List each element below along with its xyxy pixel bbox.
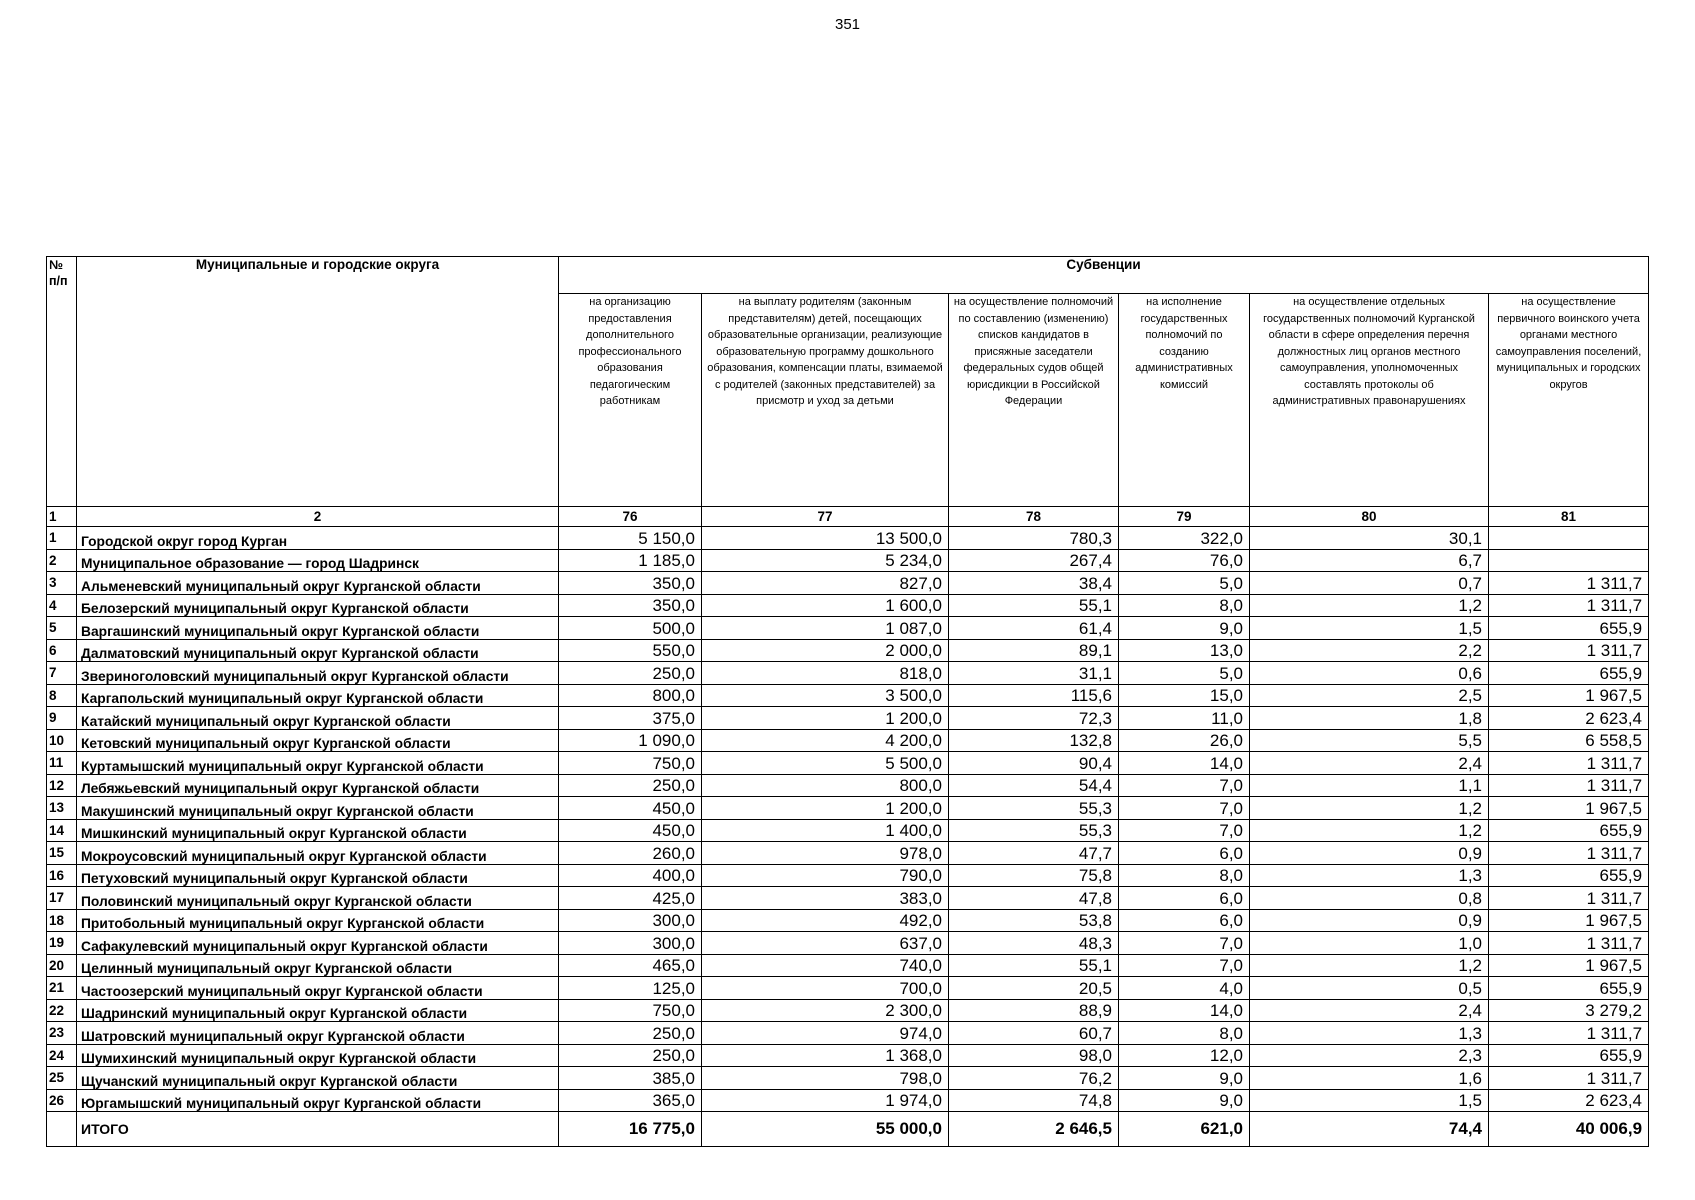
value-cell: 250,0: [559, 1022, 702, 1045]
table-row: [47, 662, 1649, 685]
value-cell: 465,0: [559, 954, 702, 977]
value-cell: 7,0: [1119, 954, 1250, 977]
table-row: [47, 999, 1649, 1022]
table-row: [47, 954, 1649, 977]
district-name: Мишкинский муниципальный округ Курганской области: [77, 819, 559, 842]
header-number: № п/п: [47, 257, 77, 507]
value-cell: 11,0: [1119, 707, 1250, 730]
value-cell: 0,7: [1250, 572, 1489, 595]
value-cell: 2,2: [1250, 639, 1489, 662]
value-cell: 1 311,7: [1489, 1022, 1649, 1045]
value-cell: 2 623,4: [1489, 707, 1649, 730]
table-row: [47, 1067, 1649, 1090]
table-row: [47, 1089, 1649, 1112]
total-value: 16 775,0: [559, 1112, 702, 1147]
row-number: 23: [47, 1022, 77, 1045]
row-number: 11: [47, 752, 77, 775]
value-cell: 0,5: [1250, 977, 1489, 1000]
value-cell: 1 311,7: [1489, 774, 1649, 797]
value-cell: 60,7: [949, 1022, 1119, 1045]
value-cell: 0,9: [1250, 909, 1489, 932]
value-cell: 48,3: [949, 932, 1119, 955]
table-row: [47, 549, 1649, 572]
value-cell: 4,0: [1119, 977, 1250, 1000]
value-cell: 978,0: [702, 842, 949, 865]
value-cell: 55,3: [949, 819, 1119, 842]
value-cell: 798,0: [702, 1067, 949, 1090]
value-cell: 1 967,5: [1489, 797, 1649, 820]
row-number: 22: [47, 999, 77, 1022]
row-number: 9: [47, 707, 77, 730]
header-col-76: на организацию предоставления дополнительного профессионального образования педагогическим работникам: [559, 294, 702, 507]
table-row: [47, 932, 1649, 955]
value-cell: 90,4: [949, 752, 1119, 775]
value-cell: 1 967,5: [1489, 684, 1649, 707]
value-cell: 1,2: [1250, 819, 1489, 842]
value-cell: 700,0: [702, 977, 949, 1000]
value-cell: 1 311,7: [1489, 572, 1649, 595]
total-value: 2 646,5: [949, 1112, 1119, 1147]
value-cell: 1,2: [1250, 954, 1489, 977]
value-cell: 0,8: [1250, 887, 1489, 910]
district-name: Белозерский муниципальный округ Курганской области: [77, 594, 559, 617]
value-cell: 383,0: [702, 887, 949, 910]
row-number: 25: [47, 1067, 77, 1090]
value-cell: 750,0: [559, 999, 702, 1022]
value-cell: 9,0: [1119, 1067, 1250, 1090]
value-cell: [1489, 527, 1649, 550]
value-cell: 8,0: [1119, 594, 1250, 617]
table-row: [47, 864, 1649, 887]
table-row: [47, 797, 1649, 820]
row-number: 6: [47, 639, 77, 662]
value-cell: 655,9: [1489, 977, 1649, 1000]
column-index: 80: [1250, 507, 1489, 527]
value-cell: 1 311,7: [1489, 594, 1649, 617]
value-cell: 47,7: [949, 842, 1119, 865]
row-number: 2: [47, 549, 77, 572]
table-row: [47, 707, 1649, 730]
value-cell: 88,9: [949, 999, 1119, 1022]
value-cell: 0,6: [1250, 662, 1489, 685]
value-cell: 750,0: [559, 752, 702, 775]
value-cell: 300,0: [559, 932, 702, 955]
value-cell: 7,0: [1119, 774, 1250, 797]
value-cell: 7,0: [1119, 819, 1250, 842]
column-index-row: [47, 507, 1649, 527]
value-cell: 9,0: [1119, 617, 1250, 640]
value-cell: 13,0: [1119, 639, 1250, 662]
value-cell: 655,9: [1489, 864, 1649, 887]
value-cell: 1 400,0: [702, 819, 949, 842]
value-cell: 76,0: [1119, 549, 1250, 572]
value-cell: 385,0: [559, 1067, 702, 1090]
value-cell: 2,4: [1250, 999, 1489, 1022]
value-cell: 1,3: [1250, 1022, 1489, 1045]
header-col-81: на осуществление первичного воинского учета органами местного самоуправления поселений, муниципальных и городских округов: [1489, 294, 1649, 507]
total-label: ИТОГО: [77, 1112, 559, 1147]
row-number: 12: [47, 774, 77, 797]
value-cell: 5 150,0: [559, 527, 702, 550]
value-cell: 1,0: [1250, 932, 1489, 955]
district-name: Петуховский муниципальный округ Курганской области: [77, 864, 559, 887]
value-cell: 740,0: [702, 954, 949, 977]
value-cell: 2,4: [1250, 752, 1489, 775]
district-name: Мокроусовский муниципальный округ Курганской области: [77, 842, 559, 865]
district-name: Сафакулевский муниципальный округ Курганской области: [77, 932, 559, 955]
subventions-table: [46, 256, 1649, 1147]
district-name: Альменевский муниципальный округ Курганской области: [77, 572, 559, 595]
district-name: Звериноголовский муниципальный округ Курганской области: [77, 662, 559, 685]
column-index: 76: [559, 507, 702, 527]
district-name: Шумихинский муниципальный округ Курганской области: [77, 1044, 559, 1067]
value-cell: 72,3: [949, 707, 1119, 730]
district-name: Далматовский муниципальный округ Курганской области: [77, 639, 559, 662]
value-cell: 115,6: [949, 684, 1119, 707]
value-cell: 780,3: [949, 527, 1119, 550]
value-cell: 6,0: [1119, 842, 1250, 865]
value-cell: 14,0: [1119, 999, 1250, 1022]
total-value: 40 006,9: [1489, 1112, 1649, 1147]
value-cell: 8,0: [1119, 1022, 1250, 1045]
value-cell: 0,9: [1250, 842, 1489, 865]
row-number: 14: [47, 819, 77, 842]
row-number: 24: [47, 1044, 77, 1067]
row-number: 20: [47, 954, 77, 977]
value-cell: 1,2: [1250, 594, 1489, 617]
column-index: 77: [702, 507, 949, 527]
header-col-79: на исполнение государственных полномочий по созданию административных комиссий: [1119, 294, 1250, 507]
district-name: Целинный муниципальный округ Курганской области: [77, 954, 559, 977]
row-number: 7: [47, 662, 77, 685]
value-cell: 5 500,0: [702, 752, 949, 775]
row-number: 3: [47, 572, 77, 595]
table-row: [47, 639, 1649, 662]
district-name: Муниципальное образование — город Шадринск: [77, 549, 559, 572]
value-cell: 400,0: [559, 864, 702, 887]
district-name: Частоозерский муниципальный округ Курганской области: [77, 977, 559, 1000]
district-name: Макушинский муниципальный округ Курганской области: [77, 797, 559, 820]
value-cell: 53,8: [949, 909, 1119, 932]
value-cell: 800,0: [702, 774, 949, 797]
value-cell: 322,0: [1119, 527, 1250, 550]
table-row: [47, 774, 1649, 797]
value-cell: 365,0: [559, 1089, 702, 1112]
column-index: 79: [1119, 507, 1250, 527]
column-index: 78: [949, 507, 1119, 527]
value-cell: 1,6: [1250, 1067, 1489, 1090]
column-index: 1: [47, 507, 77, 527]
header-subventions: Субвенции: [559, 257, 1649, 294]
value-cell: 250,0: [559, 1044, 702, 1067]
column-index: 81: [1489, 507, 1649, 527]
value-cell: 818,0: [702, 662, 949, 685]
value-cell: 1 311,7: [1489, 842, 1649, 865]
value-cell: 637,0: [702, 932, 949, 955]
value-cell: 55,3: [949, 797, 1119, 820]
district-name: Городской округ город Курган: [77, 527, 559, 550]
value-cell: 6,7: [1250, 549, 1489, 572]
district-name: Каргапольский муниципальный округ Курганской области: [77, 684, 559, 707]
value-cell: 250,0: [559, 662, 702, 685]
value-cell: 2 300,0: [702, 999, 949, 1022]
value-cell: 132,8: [949, 729, 1119, 752]
district-name: Половинский муниципальный округ Курганской области: [77, 887, 559, 910]
value-cell: 492,0: [702, 909, 949, 932]
value-cell: 450,0: [559, 819, 702, 842]
column-index: 2: [77, 507, 559, 527]
value-cell: 1 967,5: [1489, 909, 1649, 932]
row-number: 16: [47, 864, 77, 887]
value-cell: 250,0: [559, 774, 702, 797]
value-cell: 54,4: [949, 774, 1119, 797]
value-cell: 98,0: [949, 1044, 1119, 1067]
value-cell: 1,5: [1250, 617, 1489, 640]
table-row: [47, 977, 1649, 1000]
value-cell: 450,0: [559, 797, 702, 820]
value-cell: 1 311,7: [1489, 932, 1649, 955]
value-cell: 6 558,5: [1489, 729, 1649, 752]
value-cell: 75,8: [949, 864, 1119, 887]
value-cell: 2 000,0: [702, 639, 949, 662]
total-value: 55 000,0: [702, 1112, 949, 1147]
value-cell: 6,0: [1119, 909, 1250, 932]
row-number: 26: [47, 1089, 77, 1112]
value-cell: 30,1: [1250, 527, 1489, 550]
value-cell: 74,8: [949, 1089, 1119, 1112]
value-cell: 5,0: [1119, 572, 1250, 595]
value-cell: 9,0: [1119, 1089, 1250, 1112]
value-cell: 1,8: [1250, 707, 1489, 730]
value-cell: 375,0: [559, 707, 702, 730]
value-cell: 425,0: [559, 887, 702, 910]
table-row: [47, 1044, 1649, 1067]
total-value: 621,0: [1119, 1112, 1250, 1147]
table-row: [47, 617, 1649, 640]
value-cell: 8,0: [1119, 864, 1250, 887]
value-cell: 1,2: [1250, 797, 1489, 820]
value-cell: 655,9: [1489, 819, 1649, 842]
value-cell: 1 185,0: [559, 549, 702, 572]
table-row: [47, 752, 1649, 775]
table-row: [47, 909, 1649, 932]
value-cell: 7,0: [1119, 797, 1250, 820]
header-col-77: на выплату родителям (законным представителям) детей, посещающих образовательные организации, реализующие образовательную программу дошкольного образования, компенсации платы, взимаемой с родителей (законных представителей) за присмотр и уход за детьми: [702, 294, 949, 507]
value-cell: 1,5: [1250, 1089, 1489, 1112]
value-cell: 5,0: [1119, 662, 1250, 685]
district-name: Кетовский муниципальный округ Курганской области: [77, 729, 559, 752]
value-cell: 7,0: [1119, 932, 1250, 955]
row-number: 1: [47, 527, 77, 550]
value-cell: 655,9: [1489, 1044, 1649, 1067]
district-name: Шадринский муниципальный округ Курганской области: [77, 999, 559, 1022]
row-number: 13: [47, 797, 77, 820]
value-cell: 6,0: [1119, 887, 1250, 910]
table-row: [47, 1022, 1649, 1045]
row-number: 5: [47, 617, 77, 640]
value-cell: 14,0: [1119, 752, 1250, 775]
value-cell: 1 087,0: [702, 617, 949, 640]
value-cell: 55,1: [949, 954, 1119, 977]
value-cell: 20,5: [949, 977, 1119, 1000]
page-number: 351: [834, 16, 861, 33]
district-name: Катайский муниципальный округ Курганской области: [77, 707, 559, 730]
row-number: 19: [47, 932, 77, 955]
total-value: 74,4: [1250, 1112, 1489, 1147]
value-cell: 827,0: [702, 572, 949, 595]
value-cell: 1 600,0: [702, 594, 949, 617]
value-cell: 790,0: [702, 864, 949, 887]
row-number: 10: [47, 729, 77, 752]
total-number-empty: [47, 1112, 77, 1147]
value-cell: 974,0: [702, 1022, 949, 1045]
value-cell: 267,4: [949, 549, 1119, 572]
table-row: [47, 729, 1649, 752]
value-cell: 500,0: [559, 617, 702, 640]
total-row: [47, 1112, 1649, 1147]
value-cell: 1 311,7: [1489, 752, 1649, 775]
value-cell: 1 200,0: [702, 797, 949, 820]
value-cell: 655,9: [1489, 617, 1649, 640]
row-number: 4: [47, 594, 77, 617]
value-cell: 1 090,0: [559, 729, 702, 752]
district-name: Варгашинский муниципальный округ Курганской области: [77, 617, 559, 640]
header-col-78: на осуществление полномочий по составлению (изменению) списков кандидатов в присяжные заседатели федеральных судов общей юрисдикции в Российской Федерации: [949, 294, 1119, 507]
value-cell: 5 234,0: [702, 549, 949, 572]
value-cell: 55,1: [949, 594, 1119, 617]
value-cell: 38,4: [949, 572, 1119, 595]
row-number: 15: [47, 842, 77, 865]
value-cell: 800,0: [559, 684, 702, 707]
value-cell: 76,2: [949, 1067, 1119, 1090]
value-cell: 125,0: [559, 977, 702, 1000]
row-number: 17: [47, 887, 77, 910]
row-number: 8: [47, 684, 77, 707]
value-cell: 1,3: [1250, 864, 1489, 887]
value-cell: 550,0: [559, 639, 702, 662]
value-cell: 2,5: [1250, 684, 1489, 707]
value-cell: 13 500,0: [702, 527, 949, 550]
district-name: Юргамышский муниципальный округ Курганской области: [77, 1089, 559, 1112]
row-number: 18: [47, 909, 77, 932]
value-cell: 350,0: [559, 594, 702, 617]
value-cell: 4 200,0: [702, 729, 949, 752]
row-number: 21: [47, 977, 77, 1000]
value-cell: 300,0: [559, 909, 702, 932]
value-cell: 1 311,7: [1489, 639, 1649, 662]
district-name: Притобольный муниципальный округ Курганской области: [77, 909, 559, 932]
table-row: [47, 842, 1649, 865]
value-cell: 5,5: [1250, 729, 1489, 752]
value-cell: 1 200,0: [702, 707, 949, 730]
header-col-80: на осуществление отдельных государственных полномочий Курганской области в сфере определения перечня должностных лиц органов местного самоуправления, уполномоченных составлять протоколы об административных правонарушениях: [1250, 294, 1489, 507]
value-cell: [1489, 549, 1649, 572]
table-row: [47, 684, 1649, 707]
value-cell: 31,1: [949, 662, 1119, 685]
value-cell: 61,4: [949, 617, 1119, 640]
value-cell: 1,1: [1250, 774, 1489, 797]
value-cell: 1 974,0: [702, 1089, 949, 1112]
value-cell: 2,3: [1250, 1044, 1489, 1067]
table-row: [47, 572, 1649, 595]
value-cell: 15,0: [1119, 684, 1250, 707]
table-row: [47, 819, 1649, 842]
value-cell: 89,1: [949, 639, 1119, 662]
district-name: Щучанский муниципальный округ Курганской области: [77, 1067, 559, 1090]
value-cell: 1 368,0: [702, 1044, 949, 1067]
value-cell: 655,9: [1489, 662, 1649, 685]
value-cell: 2 623,4: [1489, 1089, 1649, 1112]
district-name: Шатровский муниципальный округ Курганской области: [77, 1022, 559, 1045]
value-cell: 1 311,7: [1489, 887, 1649, 910]
value-cell: 47,8: [949, 887, 1119, 910]
value-cell: 1 311,7: [1489, 1067, 1649, 1090]
value-cell: 1 967,5: [1489, 954, 1649, 977]
table-row: [47, 527, 1649, 550]
value-cell: 12,0: [1119, 1044, 1250, 1067]
table-row: [47, 887, 1649, 910]
value-cell: 3 279,2: [1489, 999, 1649, 1022]
table-row: [47, 594, 1649, 617]
value-cell: 3 500,0: [702, 684, 949, 707]
district-name: Куртамышский муниципальный округ Курганской области: [77, 752, 559, 775]
value-cell: 26,0: [1119, 729, 1250, 752]
value-cell: 350,0: [559, 572, 702, 595]
value-cell: 260,0: [559, 842, 702, 865]
header-districts: Муниципальные и городские округа: [77, 257, 559, 507]
district-name: Лебяжьевский муниципальный округ Курганской области: [77, 774, 559, 797]
